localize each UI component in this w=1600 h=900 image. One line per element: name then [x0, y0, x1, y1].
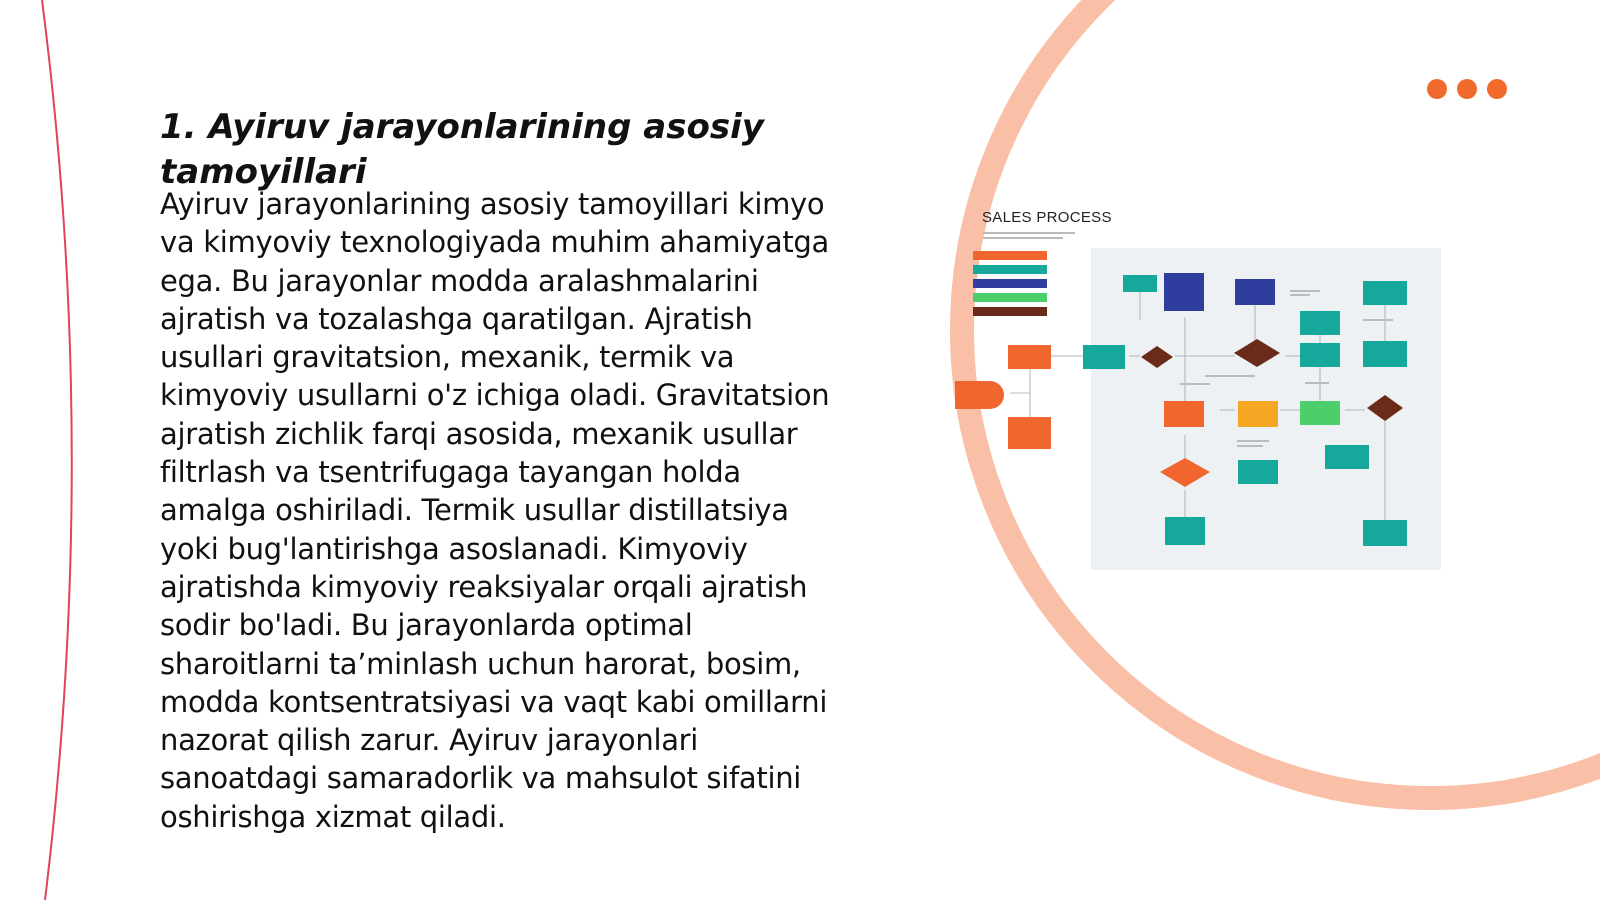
process-box: [1164, 273, 1204, 311]
dot: [1487, 79, 1507, 99]
decision-diamond: [1141, 346, 1173, 368]
process-box: [1083, 345, 1125, 369]
diagram-title: SALES PROCESS: [982, 209, 1112, 226]
dot: [1427, 79, 1447, 99]
flowchart-shapes: [955, 205, 1445, 580]
left-accent-curve: [42, 0, 72, 900]
process-box: [1165, 517, 1205, 545]
process-box: [1164, 401, 1204, 427]
process-box: [1325, 445, 1369, 469]
slide-body-text: Ayiruv jarayonlarining asosiy tamoyillari kimyo va kimyoviy texnologiyada muhim ahamiyatga ega. Bu jarayonlar modda aralashmalarini ajratish va tozalashga qaratilgan. Ajratish usullari gravitatsion, mexanik, termik va kimyoviy usullarni o'z ichiga oladi. Gravitatsion ajratish zichlik farqi asosida, mexanik usullar filtrlash va tsentrifugaga tayangan holda amalga oshiriladi. Termik usullar distillatsiya yoki bug'lantirishga asoslanadi. Kimyoviy ajratishda kimyoviy reaksiyalar orqali ajratish sodir bo'ladi. Bu jarayonlarda optimal sharoitlarni ta’minlash uchun harorat, bosim, modda kontsentratsiyasi va vaqt kabi omillarni nazorat qilish zarur. Ayiruv jarayonlari sanoatdagi samaradorlik va mahsulot sifatini oshirishga xizmat qiladi.: [160, 187, 830, 834]
start-oval: [955, 381, 1004, 409]
process-box: [1363, 281, 1407, 305]
decision-diamond: [1367, 395, 1403, 421]
process-box: [1235, 279, 1275, 305]
process-box: [1123, 275, 1157, 292]
process-box: [1008, 417, 1051, 449]
sales-process-diagram: [955, 205, 1445, 580]
process-box: [1008, 345, 1051, 369]
process-box: [1363, 341, 1407, 367]
decision-diamond: [1234, 339, 1280, 367]
slide-title: 1. Ayiruv jarayonlarining asosiy tamoyillari: [160, 107, 764, 192]
process-box: [1300, 401, 1340, 425]
process-box: [1238, 401, 1278, 427]
process-box: [1363, 520, 1407, 546]
decision-diamond: [1160, 458, 1210, 487]
process-box: [1300, 311, 1340, 335]
process-box: [1238, 460, 1278, 484]
more-dots-icon[interactable]: [1427, 79, 1517, 101]
process-box: [1300, 343, 1340, 367]
dot: [1457, 79, 1477, 99]
